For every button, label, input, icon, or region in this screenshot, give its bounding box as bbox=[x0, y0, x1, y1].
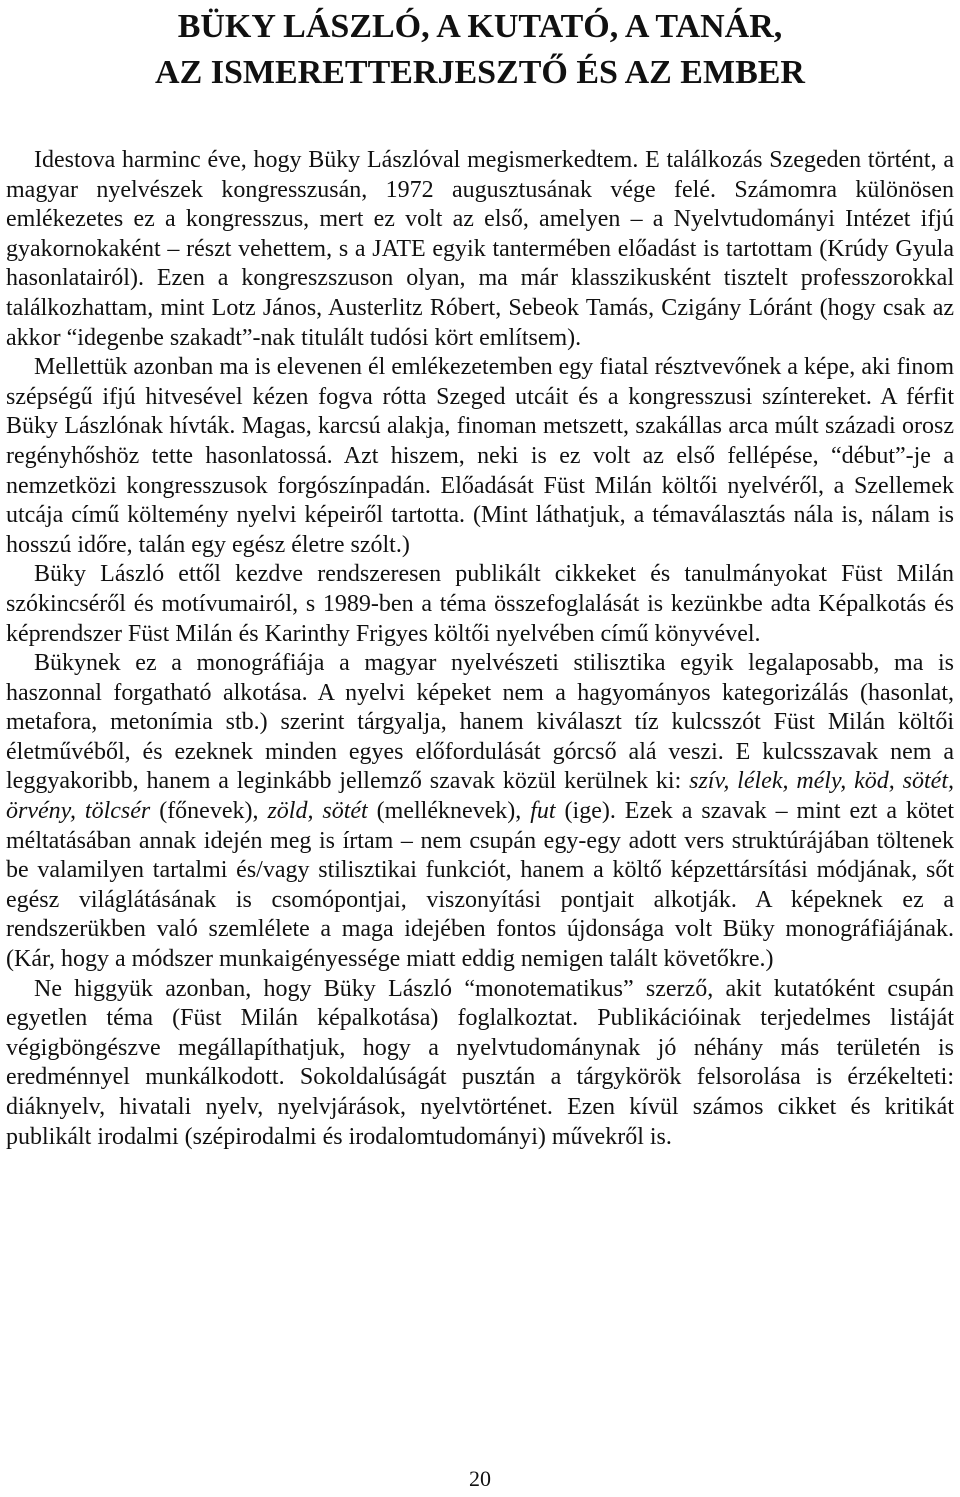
paragraph-text: (főnevek), bbox=[150, 798, 268, 825]
italic-text: zöld, sötét bbox=[267, 798, 368, 825]
paragraph bbox=[6, 975, 954, 1153]
paragraph bbox=[6, 146, 954, 353]
italic-text: szív, lélek, mély, köd, sötét, örvény, tölcsér bbox=[6, 768, 954, 825]
paragraph-text: Büky László ettől kezdve rendszeresen publikált cikkeket és tanulmányokat Füst Milán szókincséről és motívumairól, s 1989-ben a téma összefoglalását is kezünkbe adta Képalkotás és képrendszer Füst Milán és Karinthy Frigyes költői nyelvében című könyvével. bbox=[6, 561, 954, 647]
article-title bbox=[0, 4, 960, 96]
paragraph-text: (melléknevek), bbox=[367, 798, 531, 825]
paragraph bbox=[6, 649, 954, 975]
paragraph-text: (ige). Ezek a szavak – mint ezt a kötet méltatásában annak idején meg is írtam – nem csupán egy-egy adott vers struktúrájában töltenek be valamilyen tartalmi és/vagy stilisztikai funkciót, hanem a költő képzettársítási módjának, sőt egész világlátásának is csomópontjai, viszonyítási pontjait alkotják. A képeknek ez a rendszerükben való szemlélete a maga idejében fontos újdonsága volt Büky monográfiájának. (Kár, hogy a módszer munkaigényessége miatt eddig nemigen talált követőkre.) bbox=[6, 798, 954, 973]
article-body bbox=[6, 146, 954, 1152]
page-number: 20 bbox=[469, 1466, 491, 1491]
paragraph-text: Ne higgyük azonban, hogy Büky László “monotematikus” szerző, akit kutatóként csupán egyetlen téma (Füst Milán képalkotása) foglalkoztat. Publikációinak terjedelmes listáját végigböngészve megállapíthatjuk, hogy a nyelvtudománynak jó néhány más területén is eredménnyel munkálkodott. Sokoldalúságát pusztán a tárgykörök felsorolása is érzékelteti: diáknyelv, hivatali nyelv, nyelvjárások, nyelvtörténet. Ezen kívül számos cikket és kritikát publikált irodalmi (szépirodalmi és irodalomtudományi) művekről is. bbox=[6, 975, 954, 1150]
paragraph bbox=[6, 353, 954, 560]
title-line-2: AZ ISMERETTERJESZTŐ ÉS AZ EMBER bbox=[155, 54, 805, 91]
paragraph-text: Bükynek ez a monográfiája a magyar nyelvészeti stilisztika egyik legalaposabb, ma is haszonnal forgatható alkotása. A nyelvi képeket nem a hagyományos kategorizálás (hasonlat, metafora, metonímia stb.) szerint tárgyalja, hanem kiválaszt tíz kulcsszót Füst Milán költői életművéből, és ezeknek minden egyes előfordulását górcső alá veszi. E kulcsszavak nem a leggyakoribb, hanem a leginkább jellemző szavak közül kerülnek ki: bbox=[6, 650, 954, 795]
paragraph-text: Mellettük azonban ma is elevenen él emlékezetemben egy fiatal résztvevőnek a képe, aki finom szépségű ifjú hitvesével kézen fogva rótta Szeged utcáit és a kongresszusi színtereket. A férfit Büky Lászlónak hívták. Magas, karcsú alakja, finoman metszett, szakállas arca múlt századi orosz regényhőshöz tette hasonlatossá. Azt hiszem, neki is ez volt az első fellépése, “début”-je a nemzetközi kongresszusok forgószínpadán. Előadását Füst Milán költői nyelvéről, a Szellemek utcája című költemény nyelvi képeiről tartotta. (Mint láthatjuk, a témaválasztás nála is, nálam is hosszú időre, talán egy egész életre szólt.) bbox=[6, 354, 954, 558]
paragraph bbox=[6, 560, 954, 649]
title-line-1: BÜKY LÁSZLÓ, A KUTATÓ, A TANÁR, bbox=[177, 8, 783, 45]
paragraph-text: Idestova harminc éve, hogy Büky Lászlóval megismerkedtem. E találkozás Szegeden történt, a magyar nyelvészek kongresszusán, 1972 augusztusának vége felé. Számomra különösen emlékezetes ez a kongresszus, mert ez volt az első, amelyen – a Nyelvtudományi Intézet ifjú gyakornokaként – részt vehettem, s a JATE egyik tantermében előadást is tartottam (Krúdy Gyula hasonlatairól). Ezen a kongreszszuson olyan, ma már klasszikusként tisztelt professzorokkal találkozhattam, mint Lotz János, Austerlitz Róbert, Sebeok Tamás, Czigány Lóránt (hogy csak az akkor “idegenbe szakadt”-nak titulált tudósi kört említsem). bbox=[6, 147, 954, 351]
italic-text: fut bbox=[530, 798, 556, 825]
